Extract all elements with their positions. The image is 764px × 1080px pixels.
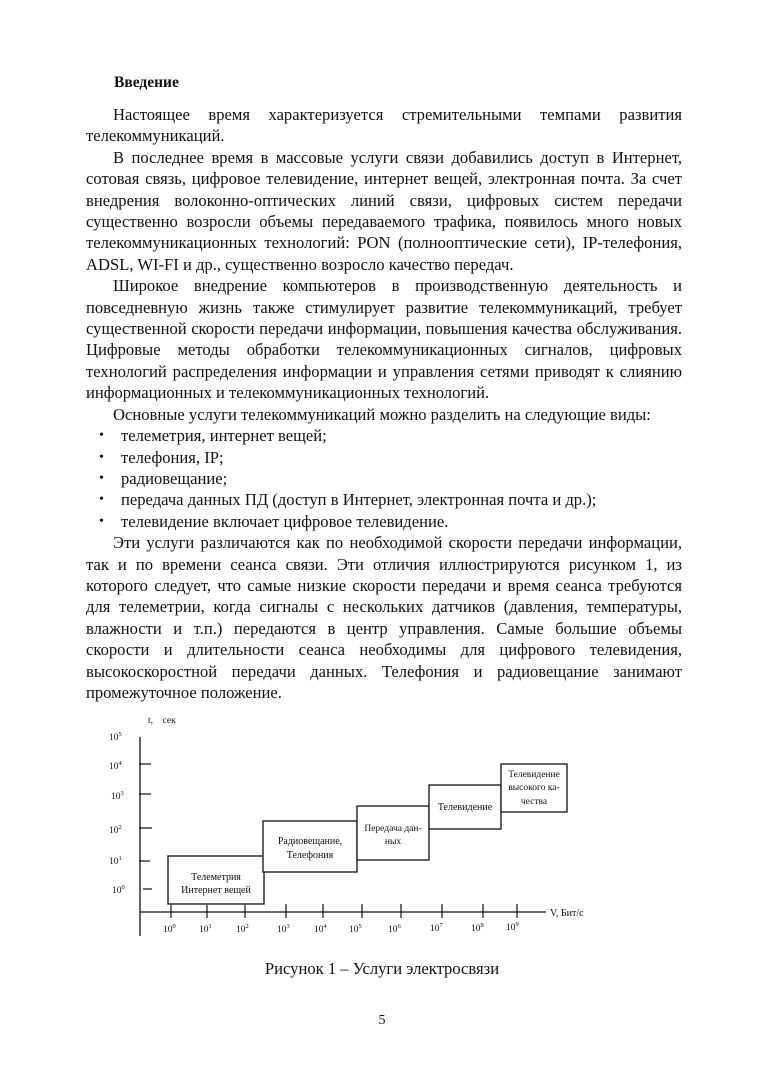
svg-text:ных: ных: [384, 837, 402, 847]
list-item: • телевидение включает цифровое телевидение.: [99, 511, 449, 531]
svg-text:108: $10^8$: [471, 922, 484, 934]
bullet-icon: •: [99, 492, 104, 508]
x-axis-label: V, Бит/с: [550, 908, 584, 919]
y-ticks: [139, 764, 152, 889]
svg-text:105: $10^5$: [349, 923, 362, 935]
svg-text:Интернет вещей: Интернет вещей: [181, 885, 251, 896]
svg-text:107: $10^7$: [430, 922, 443, 934]
svg-text:Радиовещание,: Радиовещание,: [277, 836, 343, 847]
svg-text:высокого ка-: высокого ка-: [508, 783, 560, 793]
svg-text:Передача дан-: Передача дан-: [364, 824, 422, 834]
paragraph: Настоящее время характеризуется стремительными темпами развития телекоммуникаций.: [86, 105, 682, 146]
paragraph: Эти услуги различаются как по необходимой скорости передачи информации, так и по времени сеанса связи. Эти отличия иллюстрируются рисунком 1, из которого следует, что самые низкие скорости передачи и время сеанса требуются для телеметрии, когда сигналы с нескольких датчиков (давления, температуры, влажности и т.п.) передаются в центр управления. Самые большие объемы скорости и длительности сеанса необходимы для цифрового телевидения, высокоскоростной передачи данных. Телефония и радиовещание занимают промежуточное положение.: [86, 533, 682, 702]
figure-caption: Рисунок 1 – Услуги электросвязи: [264, 959, 500, 978]
box-telemetry: [168, 856, 264, 904]
svg-text:102: $10^2$: [109, 824, 122, 836]
box-television: [429, 785, 501, 829]
bullet-icon: •: [99, 449, 104, 465]
page-number: 5: [378, 1013, 386, 1028]
list-item: • радиовещание;: [99, 468, 228, 488]
svg-text:Телевидение: Телевидение: [508, 770, 560, 780]
paragraph: Основные услуги телекоммуникаций можно разделить на следующие виды:: [113, 404, 651, 424]
x-tick-labels: [163, 921, 519, 935]
y-tick-labels: [109, 731, 125, 896]
section-heading: Введение: [114, 74, 179, 91]
y-axis-label: t, сек: [148, 716, 176, 726]
bullet-icon: •: [99, 428, 104, 444]
svg-text:100: $10^0$: [163, 923, 176, 935]
svg-text:103: $10^3$: [277, 923, 290, 935]
paragraph: Широкое внедрение компьютеров в производственную деятельность и повседневную жизнь также стимулирует развитие телекоммуникаций, требует существенной скорости передачи информации, повышения качества обслуживания. Цифровые методы обработки телекоммуникационных сигналов, цифровых технологий распределения информации и управления сетями приводят к слиянию информационных и телекоммуникационных технологий.: [86, 276, 682, 403]
svg-text:чества: чества: [520, 797, 548, 807]
svg-text:103: $10^3$: [111, 790, 124, 802]
svg-text:101: $10^1$: [199, 923, 212, 935]
svg-text:101: $10^1$: [109, 855, 122, 867]
svg-text:109: $10^9$: [506, 921, 519, 933]
svg-text:102: $10^2$: [236, 923, 249, 935]
bullet-icon: •: [99, 470, 104, 486]
svg-text:104: $10^4$: [109, 760, 122, 772]
svg-text:100: $10^0$: [112, 884, 125, 896]
x-ticks: [171, 904, 517, 918]
svg-text:105: $10^5$: [109, 731, 122, 743]
svg-text:Телевидение: Телевидение: [437, 802, 493, 813]
box-radio-telephony: [263, 821, 357, 872]
list-item: • телефония, IP;: [99, 447, 224, 467]
list-item: • телеметрия, интернет вещей;: [99, 426, 327, 446]
box-data-transfer: [357, 806, 429, 860]
svg-text:104: $10^4$: [314, 923, 327, 935]
bullet-icon: •: [99, 513, 104, 529]
list-item: • передача данных ПД (доступ в Интернет, электронная почта и др.);: [99, 490, 597, 510]
svg-text:Телеметрия: Телеметрия: [191, 872, 241, 883]
box-hd-television: [501, 764, 567, 812]
svg-text:106: $10^6$: [388, 923, 401, 935]
paragraph: В последнее время в массовые услуги связи добавились доступ в Интернет, сотовая связь, цифровое телевидение, интернет вещей, электронная почта. За счет внедрения волоконно-оптических линий связи, цифровых систем передачи существенно возросли объемы передаваемого трафика, появилось много новых телекоммуникационных технологий: PON (полнооптические сети), IP-телефония, ADSL, WI-FI и др., существенно возросло качество передач.: [86, 147, 682, 274]
svg-text:Телефония: Телефония: [286, 850, 334, 861]
